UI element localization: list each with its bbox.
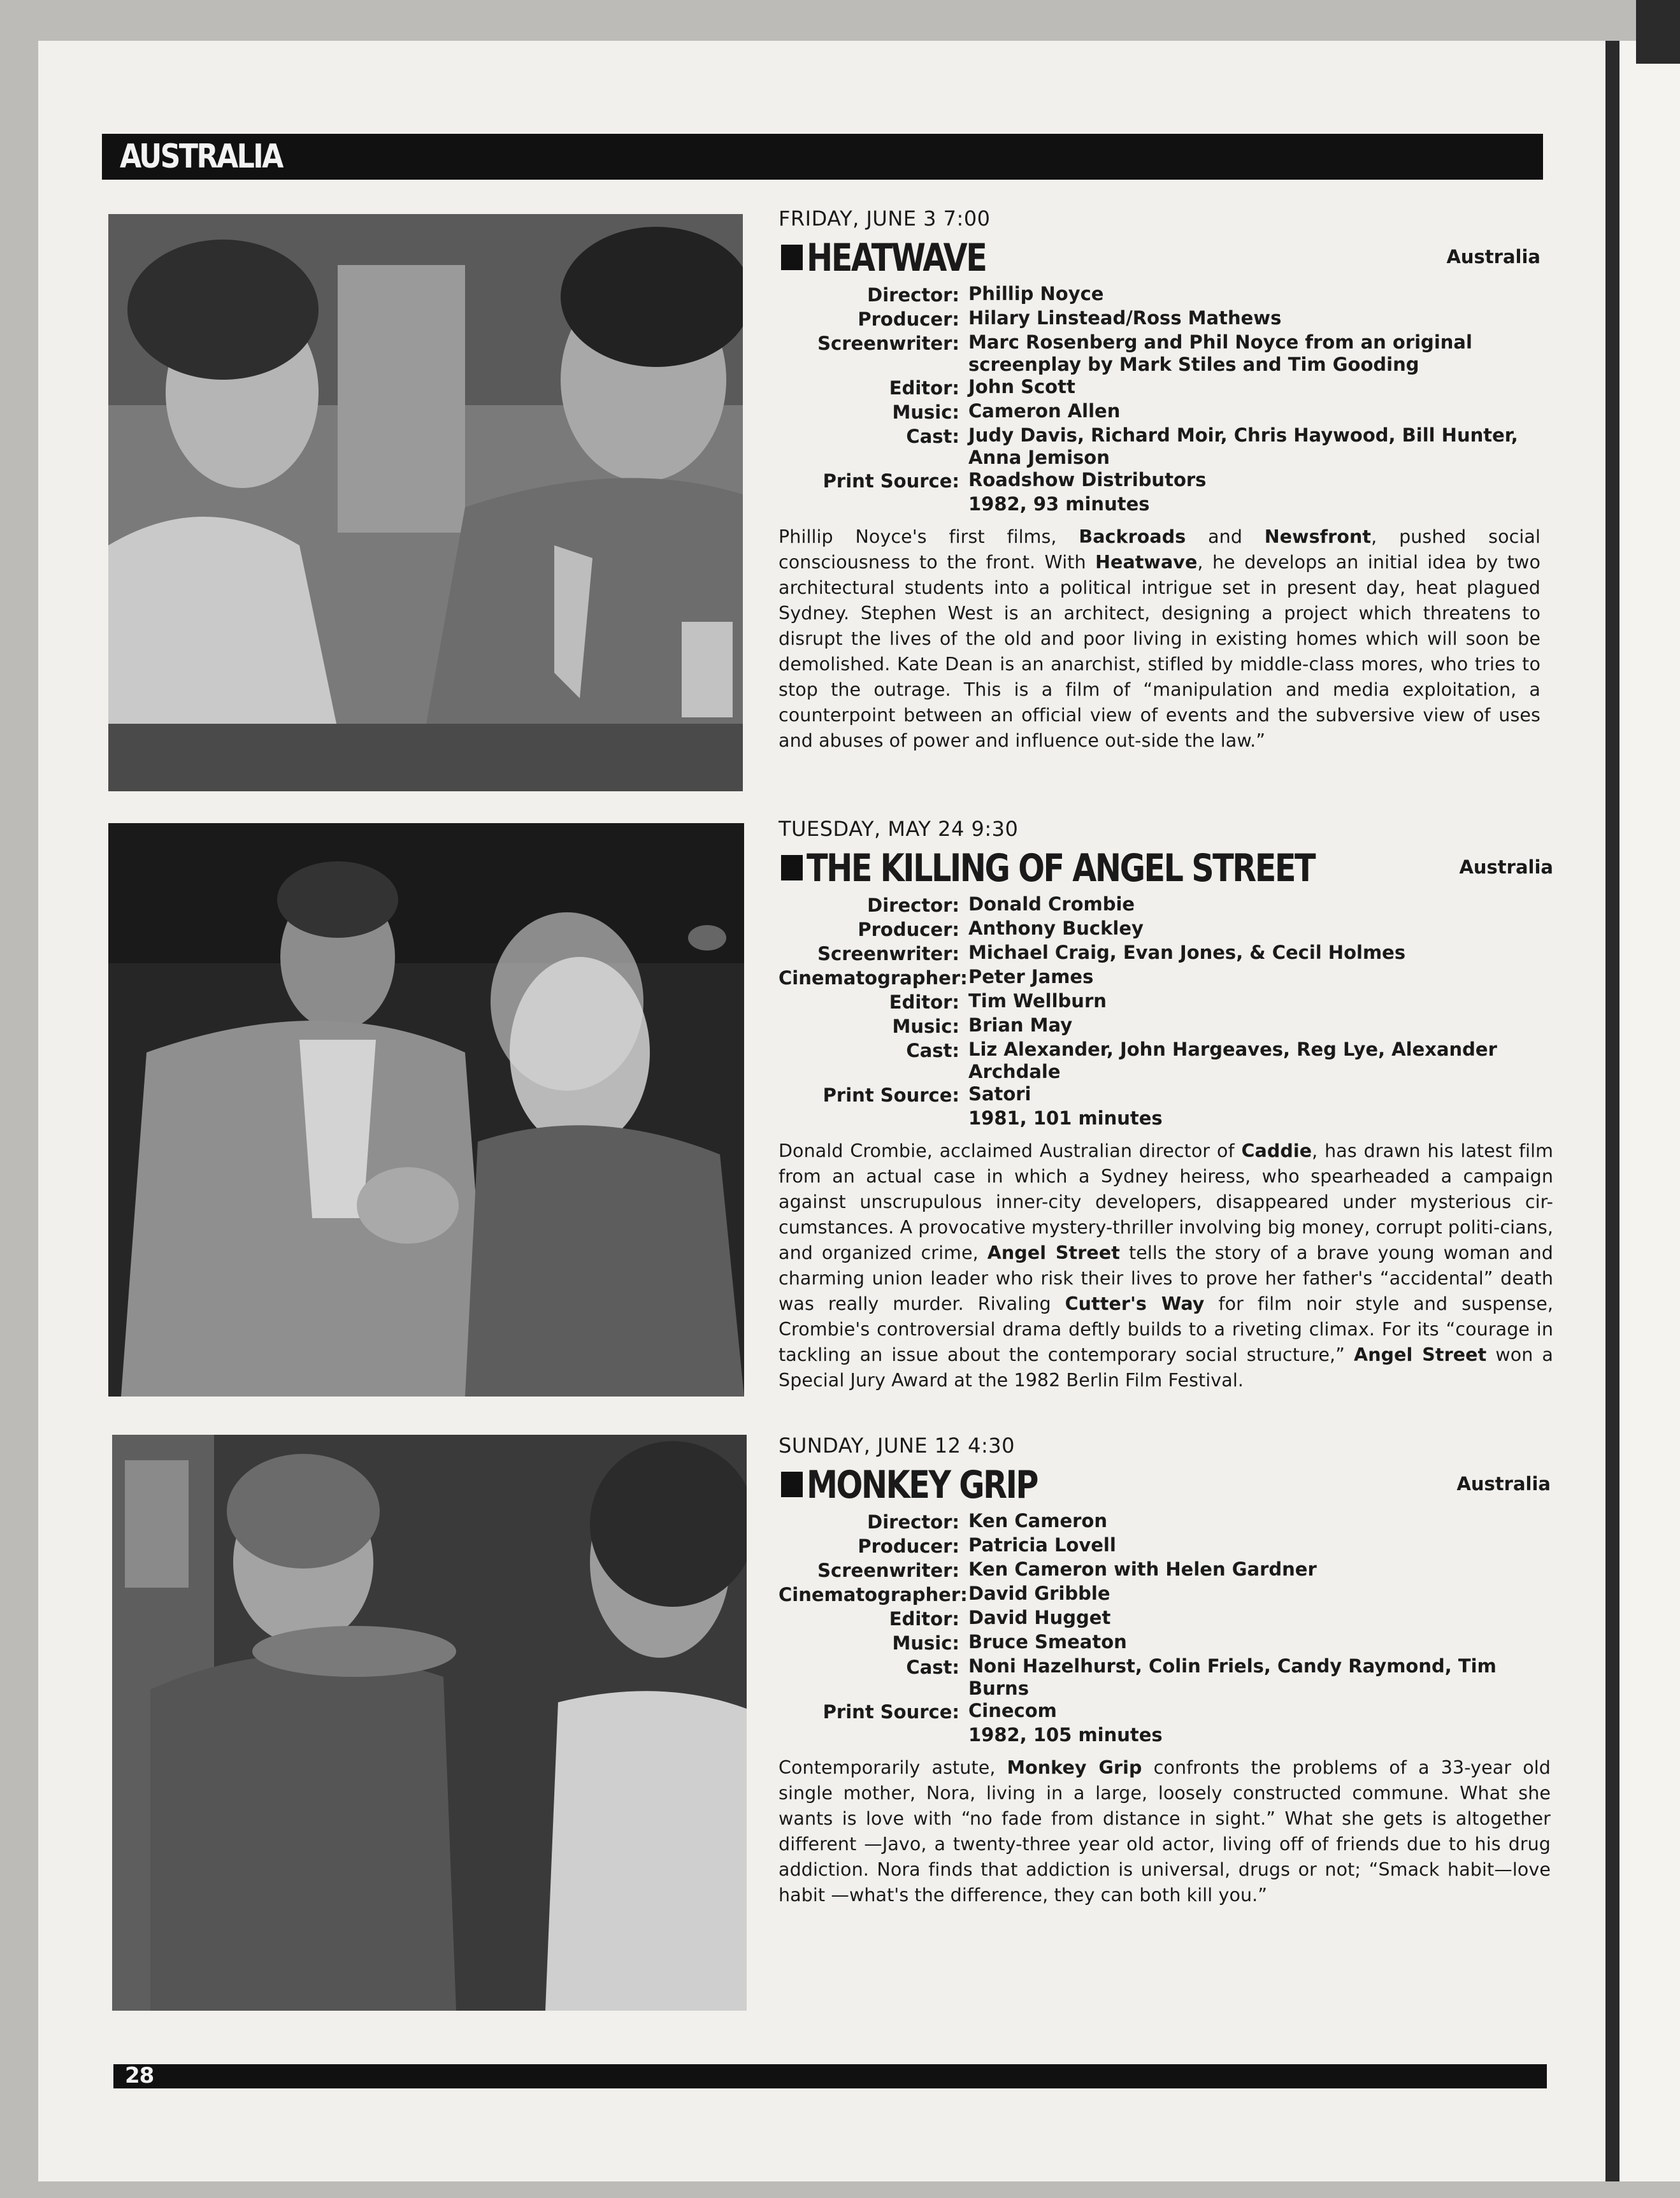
angel-street-still-photo bbox=[108, 823, 744, 1397]
credit-value: Marc Rosenberg and Phil Noyce from an original screenplay by Mark Stiles and Tim Gooding bbox=[968, 331, 1472, 375]
background-corner bbox=[1636, 0, 1680, 64]
credit-role: Screenwriter: bbox=[817, 1560, 959, 1581]
credit-role: Editor: bbox=[889, 377, 959, 399]
credit-row bbox=[779, 376, 1540, 400]
section-header-label: AUSTRALIA bbox=[120, 138, 282, 176]
credit-row bbox=[779, 990, 1553, 1014]
description-bold-title: Heatwave bbox=[1095, 552, 1198, 573]
film-description bbox=[779, 1755, 1551, 1908]
film-title: HEATWAVE bbox=[807, 236, 986, 280]
credit-row bbox=[779, 917, 1553, 942]
credit-role: Cast: bbox=[906, 1040, 959, 1061]
credit-role: Print Source: bbox=[822, 470, 959, 492]
screening-datetime: TUESDAY, MAY 24 9:30 bbox=[779, 817, 1019, 841]
film-country: Australia bbox=[1456, 1473, 1551, 1495]
credit-row bbox=[779, 1724, 1551, 1746]
credit-role: Producer: bbox=[858, 308, 959, 330]
credit-value: Bruce Smeaton bbox=[968, 1631, 1127, 1653]
film-description bbox=[779, 524, 1540, 754]
description-text: confronts the problems of a 33-year old single mother, Nora, living in a large, loosely constructed commune. What she wants is love with “no fade from distance in sight.” What she gets is altogether different —Javo, a twenty-three year old actor, living off of friends due to his drug addiction. Nora finds that addiction is universal, drugs or not; “Smack habit—love habit —what's the difference, they can both kill you.” bbox=[779, 1757, 1551, 1906]
title-bullet-icon bbox=[781, 1472, 803, 1497]
description-text: tells the story of a brave young woman and charming union leader who risk their lives to prove her father's “accidental” death was really murder. Rivaling bbox=[779, 1242, 1553, 1314]
credit-role: Director: bbox=[867, 1511, 959, 1533]
credit-value: Liz Alexander, John Hargeaves, Reg Lye, Alexander Archdale bbox=[968, 1038, 1497, 1082]
description-text: Donald Crombie, acclaimed Australian director of bbox=[779, 1140, 1242, 1161]
description-text: , pushed social consciousness to the front. With bbox=[779, 526, 1540, 573]
credit-role: Cinematographer: bbox=[779, 1584, 968, 1605]
credit-row bbox=[779, 1534, 1551, 1558]
credit-role: Cast: bbox=[906, 1656, 959, 1678]
screening-datetime: SUNDAY, JUNE 12 4:30 bbox=[779, 1433, 1015, 1458]
credit-value: Patricia Lovell bbox=[968, 1534, 1116, 1556]
description-text: and bbox=[1186, 526, 1265, 547]
film-country: Australia bbox=[1459, 856, 1553, 878]
credit-row bbox=[779, 424, 1540, 469]
credit-row bbox=[779, 307, 1540, 331]
credit-role: Print Source: bbox=[822, 1084, 959, 1106]
credits-list bbox=[779, 283, 1540, 515]
credit-role: Print Source: bbox=[822, 1701, 959, 1723]
credit-value: John Scott bbox=[968, 376, 1075, 398]
credit-row bbox=[779, 1655, 1551, 1700]
credit-value: Ken Cameron bbox=[968, 1510, 1107, 1532]
title-row bbox=[779, 1462, 1551, 1506]
film-title: THE KILLING OF ANGEL STREET bbox=[807, 846, 1315, 891]
credit-value: Tim Wellburn bbox=[968, 990, 1107, 1012]
description-bold-title: Monkey Grip bbox=[1007, 1757, 1142, 1778]
credit-role bbox=[779, 1724, 968, 1746]
credit-row bbox=[779, 331, 1540, 376]
credit-value: Michael Craig, Evan Jones, & Cecil Holmes bbox=[968, 942, 1406, 963]
credit-row bbox=[779, 942, 1553, 966]
page-gutter bbox=[1605, 41, 1619, 2181]
description-bold-title: Caddie bbox=[1241, 1140, 1312, 1161]
credit-role: Screenwriter: bbox=[817, 943, 959, 965]
credit-value: Ken Cameron with Helen Gardner bbox=[968, 1558, 1317, 1580]
description-bold-title: Backroads bbox=[1079, 526, 1186, 547]
footer-bar bbox=[113, 2064, 1547, 2088]
description-text: , has drawn his latest film from an actual case in which a Sydney heiress, who spearheaded a campaign against unscrupulous inner-city developers, disappeared under mysterious cir-cumstances. A provocative mystery-thriller involving big money, corrupt politi-cians, and organized crime, bbox=[779, 1140, 1553, 1263]
credit-row bbox=[779, 1083, 1553, 1107]
monkey-grip-still-photo bbox=[112, 1435, 747, 2011]
credit-role: Music: bbox=[892, 401, 959, 423]
credit-row bbox=[779, 1607, 1551, 1631]
credit-value: 1982, 105 minutes bbox=[968, 1724, 1163, 1746]
film-description bbox=[779, 1139, 1553, 1393]
description-bold-title: Angel Street bbox=[1354, 1344, 1487, 1365]
description-text: Contemporarily astute, bbox=[779, 1757, 1007, 1778]
credit-role: Editor: bbox=[889, 1608, 959, 1630]
credit-role: Editor: bbox=[889, 991, 959, 1013]
credit-value: Peter James bbox=[968, 966, 1094, 988]
credit-value: Noni Hazelhurst, Colin Friels, Candy Raymond, Tim Burns bbox=[968, 1655, 1497, 1699]
credit-row bbox=[779, 966, 1553, 990]
credits-list bbox=[779, 1510, 1551, 1746]
credit-value: Cinecom bbox=[968, 1700, 1057, 1721]
credit-role: Music: bbox=[892, 1632, 959, 1654]
heatwave-still-photo bbox=[108, 214, 743, 791]
credit-value: Donald Crombie bbox=[968, 893, 1135, 915]
credit-value: David Gribble bbox=[968, 1583, 1110, 1604]
credit-value: 1981, 101 minutes bbox=[968, 1107, 1163, 1129]
credits-list bbox=[779, 893, 1553, 1130]
credit-row bbox=[779, 1583, 1551, 1607]
credit-role bbox=[779, 1107, 968, 1130]
credit-role: Cinematographer: bbox=[779, 967, 968, 989]
credit-role: Screenwriter: bbox=[817, 333, 959, 354]
credit-role: Cast: bbox=[906, 426, 959, 447]
credit-value: David Hugget bbox=[968, 1607, 1111, 1628]
title-row bbox=[779, 845, 1553, 889]
title-bullet-icon bbox=[781, 855, 803, 880]
film-entry-angel-street bbox=[779, 817, 1553, 1412]
credit-row bbox=[779, 283, 1540, 307]
credit-value: Satori bbox=[968, 1083, 1031, 1105]
description-bold-title: Newsfront bbox=[1264, 526, 1372, 547]
credit-role: Music: bbox=[892, 1016, 959, 1037]
next-page-edge bbox=[1619, 41, 1680, 2181]
credit-row bbox=[779, 1700, 1551, 1724]
credit-row bbox=[779, 400, 1540, 424]
credit-row bbox=[779, 1107, 1553, 1130]
credit-role: Producer: bbox=[858, 919, 959, 940]
credit-row bbox=[779, 893, 1553, 917]
credit-value: Phillip Noyce bbox=[968, 283, 1104, 305]
film-title: MONKEY GRIP bbox=[807, 1463, 1038, 1507]
screening-datetime: FRIDAY, JUNE 3 7:00 bbox=[779, 206, 991, 231]
credit-value: Roadshow Distributors bbox=[968, 469, 1207, 491]
credit-role: Director: bbox=[867, 894, 959, 916]
credit-row bbox=[779, 493, 1540, 515]
credit-value: Brian May bbox=[968, 1014, 1073, 1036]
credit-value: 1982, 93 minutes bbox=[968, 493, 1150, 515]
credit-row bbox=[779, 1510, 1551, 1534]
description-bold-title: Cutter's Way bbox=[1065, 1293, 1205, 1314]
credit-role: Producer: bbox=[858, 1535, 959, 1557]
description-text: won a Special Jury Award at the 1982 Berlin Film Festival. bbox=[779, 1344, 1553, 1391]
film-country: Australia bbox=[1446, 246, 1540, 268]
description-text: , he develops an initial idea by two architectural students into a political intrigue set in present day, heat plagued Sydney. Stephen West is an architect, designing a project which threatens to disrupt the lives of the old and poor living in existing homes which will soon be demolished. Kate Dean is an anarchist, stifled by middle-class mores, who tries to stop the outrage. This is a film of “manipulation and media exploitation, a counterpoint between an official view of events and the subversive view of uses and abuses of power and influence out-side the law.” bbox=[779, 552, 1540, 751]
credit-row bbox=[779, 1631, 1551, 1655]
credit-value: Judy Davis, Richard Moir, Chris Haywood, Bill Hunter, Anna Jemison bbox=[968, 424, 1518, 468]
credit-value: Hilary Linstead/Ross Mathews bbox=[968, 307, 1282, 329]
film-entry-heatwave bbox=[779, 206, 1540, 772]
film-entry-monkey-grip bbox=[779, 1433, 1551, 1927]
credit-role bbox=[779, 493, 968, 515]
credit-row bbox=[779, 1014, 1553, 1038]
credit-value: Anthony Buckley bbox=[968, 917, 1144, 939]
credit-row bbox=[779, 1038, 1553, 1083]
title-row bbox=[779, 234, 1540, 279]
title-bullet-icon bbox=[781, 245, 803, 270]
description-bold-title: Angel Street bbox=[987, 1242, 1120, 1263]
credit-row bbox=[779, 1558, 1551, 1583]
page-number: 28 bbox=[125, 2063, 154, 2088]
description-text: Phillip Noyce's first films, bbox=[779, 526, 1079, 547]
credit-value: Cameron Allen bbox=[968, 400, 1121, 422]
section-header-bar bbox=[102, 134, 1543, 180]
credit-role: Director: bbox=[867, 284, 959, 306]
credit-row bbox=[779, 469, 1540, 493]
description-text: for film noir style and suspense, Crombie's controversial drama deftly builds to a riveting climax. For its “courage in tackling an issue about the contemporary social structure,” bbox=[779, 1293, 1554, 1365]
